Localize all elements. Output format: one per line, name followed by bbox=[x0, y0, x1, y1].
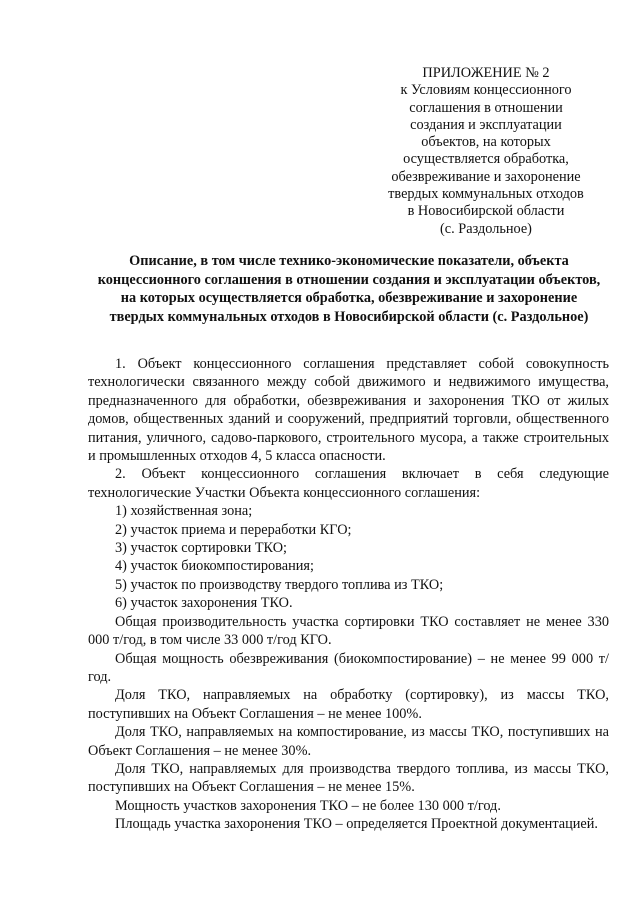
list-item: 6) участок захоронения ТКО. bbox=[115, 595, 293, 612]
appendix-line: в Новосибирской области bbox=[407, 203, 565, 220]
list-item: 1) хозяйственная зона; bbox=[115, 503, 253, 520]
title-line: Описание, в том числе технико-экономические показатели, объекта bbox=[129, 253, 569, 269]
list-item: 3) участок сортировки ТКО; bbox=[115, 540, 288, 557]
paragraph-processing-share: Доля ТКО, направляемых на обработку (сортировку), из массы ТКО, поступивших на Объект Соглашения – не менее 100%. bbox=[88, 687, 609, 722]
paragraph-landfill-capacity: Мощность участков захоронения ТКО – не более 130 000 т/год. bbox=[115, 797, 501, 814]
appendix-line: соглашения в отношении bbox=[409, 99, 563, 116]
paragraph-landfill-area: Площадь участка захоронения ТКО – определяется Проектной документацией. bbox=[115, 816, 598, 833]
paragraph-1: 1. Объект концессионного соглашения представляет собой совокупность технологически связанного между собой движимого и недвижимого имущества, предназначенного для обработки, обезвреживания и захоронения ТКО от жилых домов, общественных зданий и сооружений, предприятий торговли, общественного питания, уличного, садово-паркового, строительного мусора, а также строительных и промышленных отходов 4, 5 класса опасности. bbox=[88, 356, 609, 465]
appendix-line: объектов, на которых bbox=[421, 134, 551, 151]
appendix-line: обезвреживание и захоронение bbox=[391, 168, 581, 185]
document-body bbox=[88, 355, 609, 834]
appendix-line: к Условиям концессионного bbox=[400, 82, 572, 99]
document-title bbox=[74, 252, 624, 326]
title-line: твердых коммунальных отходов в Новосибирской области (с. Раздольное) bbox=[109, 308, 589, 325]
paragraph-composting-share: Доля ТКО, направляемых на компостирование, из массы ТКО, поступивших на Объект Соглашения – не менее 30%. bbox=[88, 724, 609, 759]
appendix-line: ПРИЛОЖЕНИЕ № 2 bbox=[422, 65, 550, 81]
list-item: 2) участок приема и переработки КГО; bbox=[115, 521, 352, 538]
paragraph-fuel-share: Доля ТКО, направляемых для производства твердого топлива, из массы ТКО, поступивших на Объект Соглашения – не менее 15%. bbox=[88, 760, 609, 796]
paragraph-neutralization-capacity: Общая мощность обезвреживания (биокомпостирование) – не менее 99 000 т/год. bbox=[88, 650, 609, 685]
sections-list bbox=[88, 502, 609, 612]
title-line: концессионного соглашения в отношении создания и эксплуатации объектов, bbox=[97, 271, 601, 288]
appendix-line: твердых коммунальных отходов bbox=[388, 186, 584, 203]
appendix-line: (с. Раздольное) bbox=[440, 220, 532, 237]
list-item: 5) участок по производству твердого топлива из ТКО; bbox=[115, 576, 444, 593]
appendix-line: создания и эксплуатации bbox=[410, 116, 562, 133]
title-line: на которых осуществляется обработка, обезвреживание и захоронение bbox=[120, 290, 578, 306]
appendix-header bbox=[370, 65, 602, 238]
paragraph-2: 2. Объект концессионного соглашения включает в себя следующие технологические Участки Объекта концессионного соглашения: bbox=[88, 466, 609, 501]
paragraph-sorting-capacity: Общая производительность участка сортировки ТКО составляет не менее 330 000 т/год, в том числе 33 000 т/год КГО. bbox=[88, 613, 609, 649]
list-item: 4) участок биокомпостирования; bbox=[115, 558, 314, 575]
appendix-line: осуществляется обработка, bbox=[403, 151, 569, 168]
